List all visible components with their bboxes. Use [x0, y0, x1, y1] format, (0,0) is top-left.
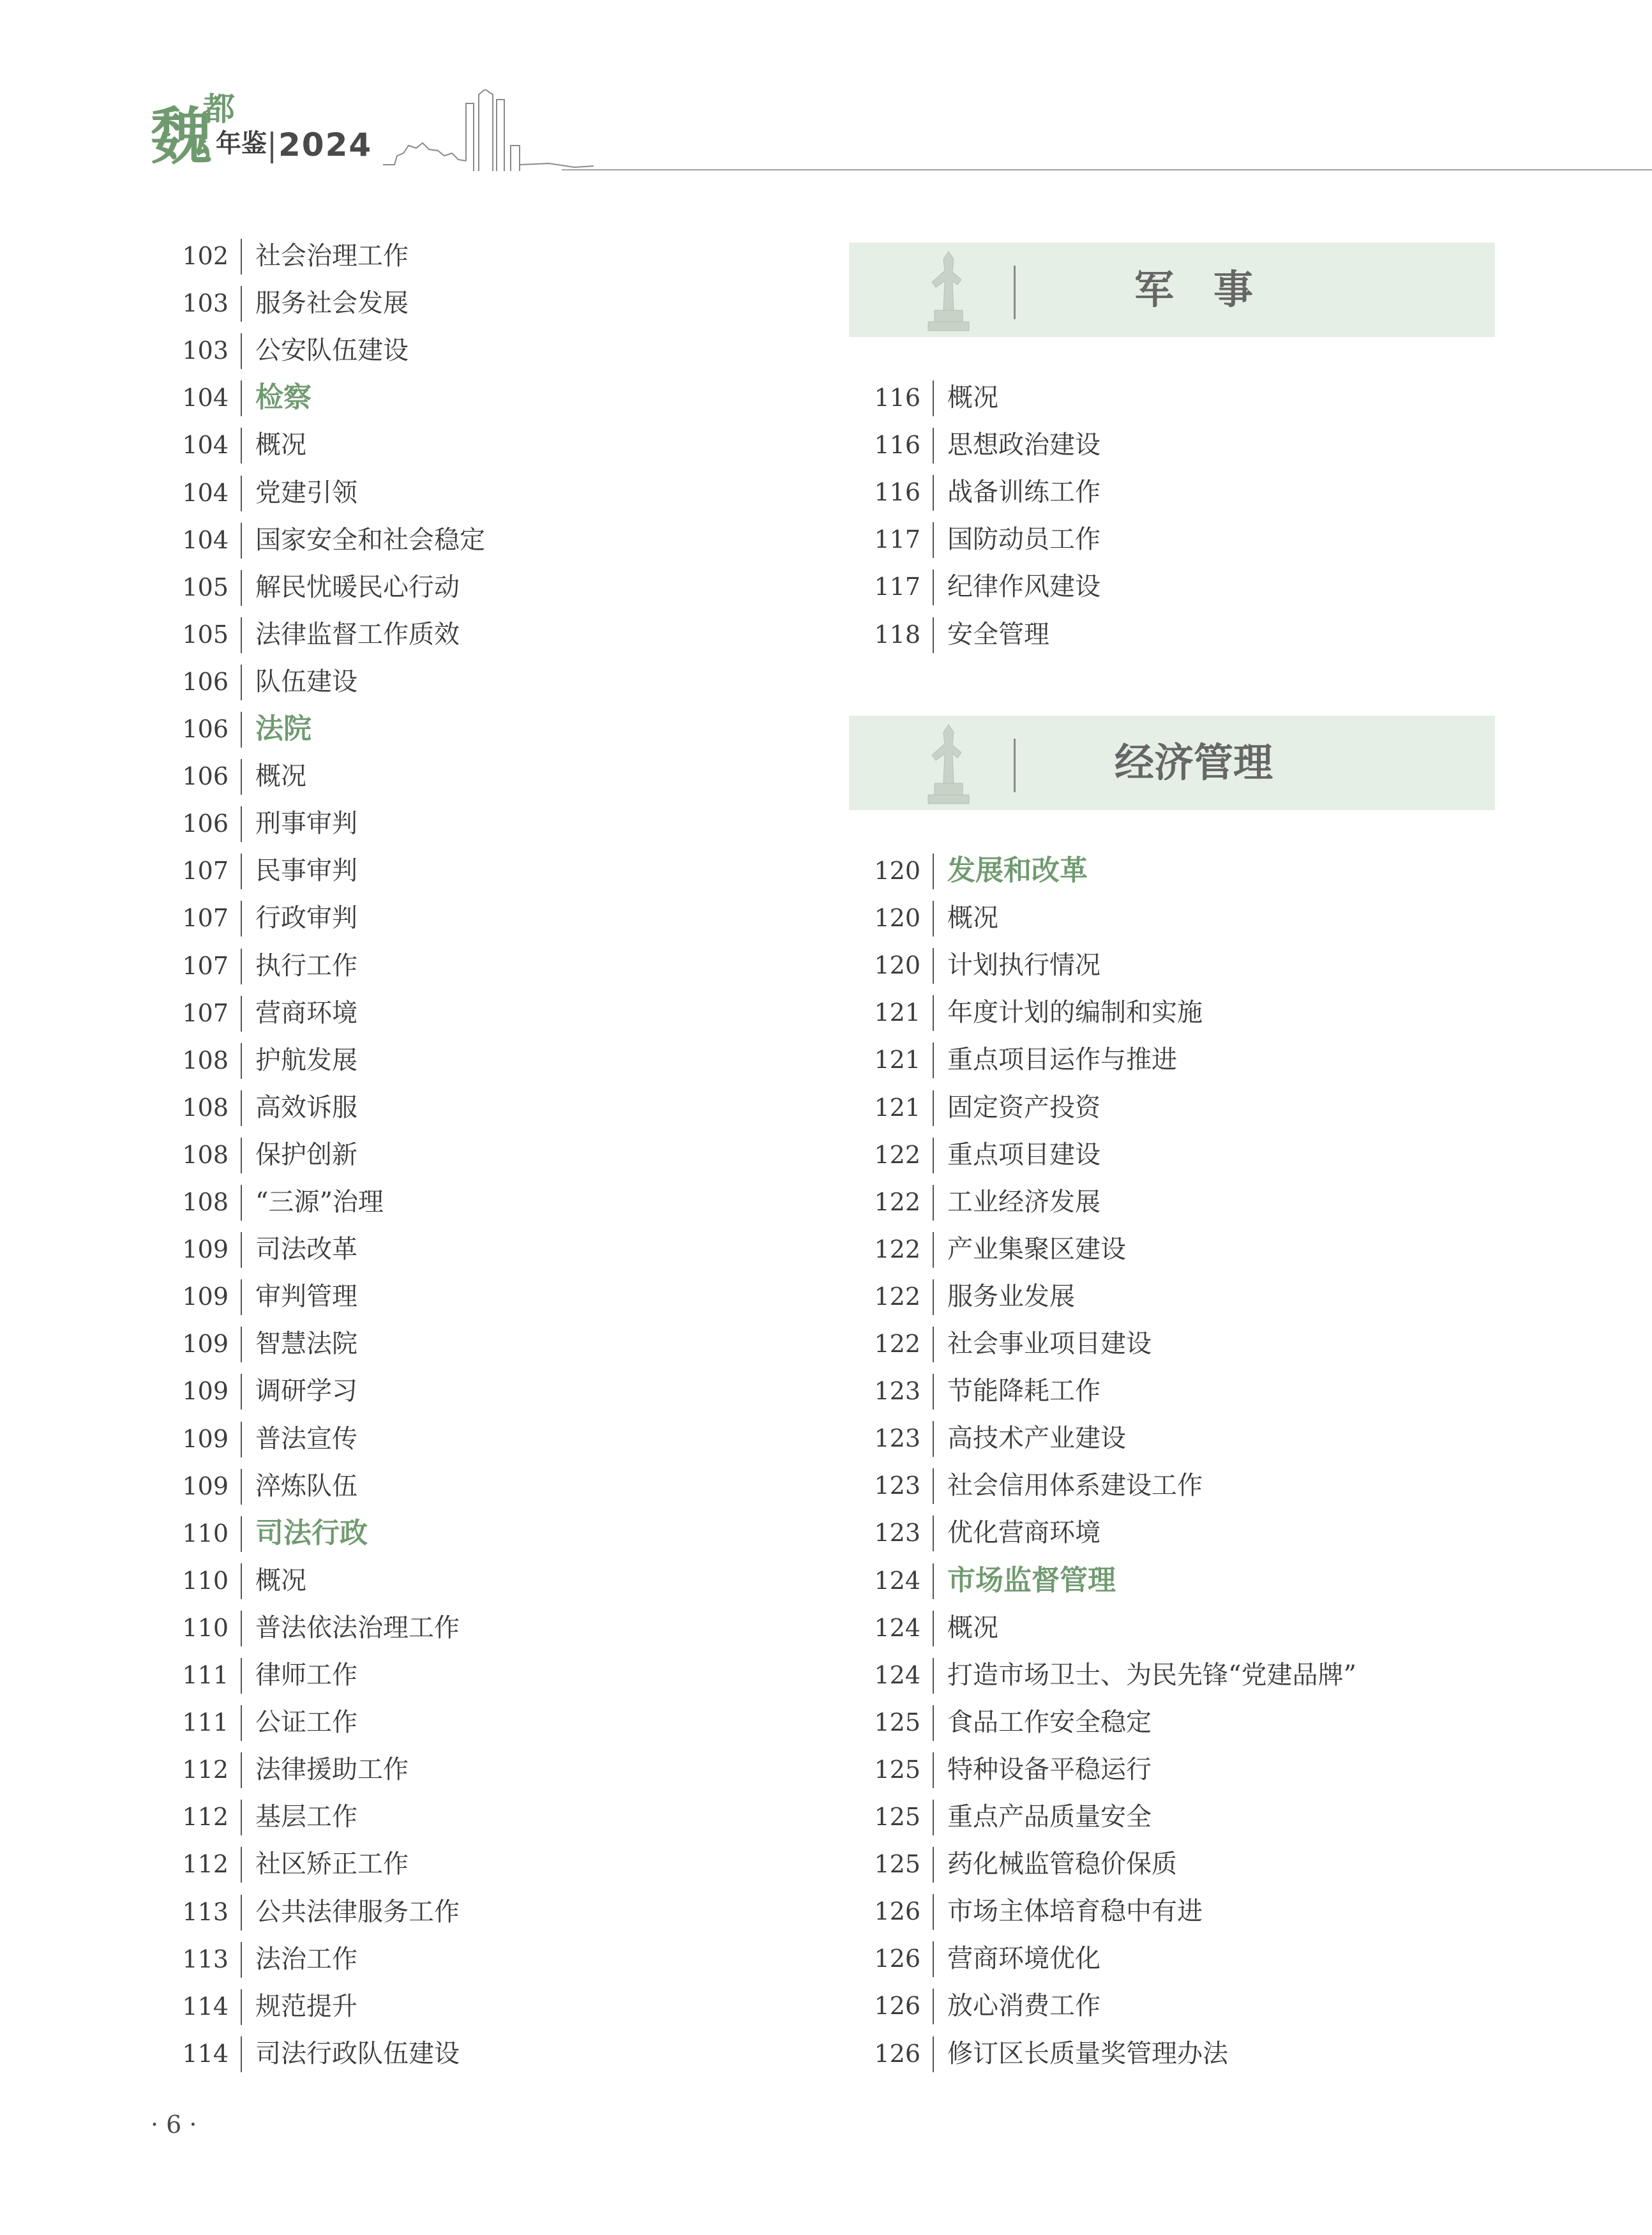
toc-rule [933, 1658, 934, 1694]
toc-page-number: 125 [874, 1755, 920, 1784]
toc-rule [241, 1563, 242, 1599]
toc-page-number: 114 [182, 1992, 229, 2021]
toc-page-number: 109 [182, 1283, 229, 1311]
toc-title: 审判管理 [255, 1282, 357, 1312]
toc-rule [241, 806, 242, 842]
toc-title: 药化械监管稳价保质 [947, 1849, 1177, 1879]
toc-rule [241, 1043, 242, 1079]
toc-title: 法治工作 [255, 1944, 357, 1974]
toc-title: 服务业发展 [947, 1281, 1075, 1311]
toc-page-number: 103 [182, 336, 229, 365]
toc-title: 检察 [255, 381, 312, 414]
toc-page-number: 108 [182, 1093, 229, 1122]
toc-page-number: 109 [182, 1377, 229, 1406]
toc-rule [933, 428, 934, 463]
toc-rule [933, 1138, 934, 1173]
toc-rule [241, 1895, 242, 1930]
statue-icon [910, 246, 987, 333]
toc-rule [241, 1422, 242, 1457]
toc-page-number: 120 [874, 904, 920, 933]
toc-title: 修订区长质量奖管理办法 [947, 2038, 1228, 2068]
toc-rule [241, 286, 242, 322]
toc-title: 高技术产业建设 [947, 1424, 1126, 1454]
toc-title: 民事审判 [255, 856, 357, 886]
toc-rule [241, 1327, 242, 1362]
toc-rule [241, 901, 242, 937]
toc-rule [933, 1327, 934, 1362]
toc-rule [241, 1800, 242, 1835]
toc-rule [933, 1374, 934, 1410]
toc-rule [933, 1705, 934, 1741]
toc-page-number: 124 [874, 1566, 920, 1595]
toc-title: 法律监督工作质效 [255, 619, 460, 649]
toc-page-number: 123 [874, 1519, 920, 1547]
toc-rule [933, 569, 934, 605]
toc-title: 固定资产投资 [947, 1092, 1100, 1122]
toc-title: 淬炼队伍 [255, 1471, 357, 1501]
toc-rule [241, 239, 242, 275]
toc-title: 智慧法院 [255, 1329, 357, 1359]
toc-title: 行政审判 [255, 903, 357, 933]
toc-page-number: 113 [182, 1897, 229, 1926]
toc-page-number: 104 [182, 431, 229, 460]
toc-page-number: 107 [182, 904, 229, 933]
toc-rule [933, 1847, 934, 1883]
toc-page-number: 111 [182, 1708, 229, 1737]
toc-rule [241, 1090, 242, 1126]
toc-page-number: 120 [874, 857, 920, 885]
toc-page-number: 109 [182, 1471, 229, 1500]
toc-title: 法院 [255, 712, 312, 745]
toc-rule [241, 570, 242, 606]
toc-title: 概况 [255, 762, 306, 792]
toc-page-number: 107 [182, 951, 229, 980]
toc-page-number: 107 [182, 998, 229, 1027]
toc-rule [933, 1989, 934, 2024]
toc-page-number: 124 [874, 1613, 920, 1642]
toc-rule [933, 1421, 934, 1457]
toc-rule [241, 759, 242, 795]
toc-rule [241, 1374, 242, 1410]
toc-title: 律师工作 [255, 1660, 357, 1690]
toc-title: 国家安全和社会稳定 [255, 525, 485, 555]
toc-rule [241, 2036, 242, 2072]
toc-title: 放心消费工作 [947, 1991, 1100, 2021]
toc-title: 司法改革 [255, 1235, 357, 1265]
toc-rule [933, 1563, 934, 1599]
toc-rule [933, 1941, 934, 1977]
toc-page-number: 108 [182, 1046, 229, 1074]
toc-title: 食品工作安全稳定 [947, 1707, 1152, 1737]
toc-title: “三源”治理 [255, 1187, 384, 1217]
toc-page-number: 109 [182, 1424, 229, 1453]
toc-rule [241, 1752, 242, 1788]
toc-title: 调研学习 [255, 1376, 357, 1406]
toc-page-number: 109 [182, 1235, 229, 1264]
toc-page-number: 116 [874, 431, 920, 460]
toc-title: 营商环境优化 [947, 1944, 1100, 1974]
toc-rule [241, 1279, 242, 1315]
toc-title: 市场监督管理 [947, 1563, 1116, 1597]
toc-rule [241, 949, 242, 984]
banner-title: 军 事 [1134, 266, 1253, 313]
toc-title: 重点产品质量安全 [947, 1802, 1152, 1832]
toc-title: 刑事审判 [255, 809, 357, 839]
toc-rule [241, 523, 242, 559]
toc-page-number: 112 [182, 1756, 229, 1784]
toc-title: 规范提升 [255, 1991, 357, 2021]
logo-yearbook-label: 年鉴 [216, 129, 267, 158]
toc-rule [241, 1232, 242, 1268]
toc-page-number: 126 [874, 2039, 920, 2068]
toc-page-number: 122 [874, 1235, 920, 1263]
toc-rule [933, 617, 934, 653]
toc-page-number: 113 [182, 1945, 229, 1973]
toc-page-number: 123 [874, 1377, 920, 1406]
banner-economy [849, 716, 1495, 810]
toc-rule [241, 1989, 242, 2025]
toc-rule [933, 1800, 934, 1835]
statue-icon [910, 719, 987, 806]
toc-page-number: 122 [874, 1140, 920, 1169]
toc-page-number: 114 [182, 2039, 229, 2068]
toc-title: 概况 [947, 903, 998, 933]
toc-page-number: 122 [874, 1282, 920, 1311]
toc-title: 解民忧暖民心行动 [255, 572, 460, 602]
toc-page-number: 124 [874, 1660, 920, 1689]
toc-title: 司法行政队伍建设 [255, 2038, 460, 2068]
toc-title: 普法依法治理工作 [255, 1613, 460, 1643]
banner-title: 经济管理 [1114, 739, 1273, 786]
toc-rule [933, 1185, 934, 1221]
toc-page-number: 126 [874, 1992, 920, 2021]
toc-page-number: 104 [182, 478, 229, 507]
toc-rule [241, 1847, 242, 1883]
toc-page-number: 116 [874, 384, 920, 412]
toc-title: 党建引领 [255, 478, 357, 508]
toc-page-number: 121 [874, 998, 920, 1027]
banner-military [849, 243, 1495, 337]
toc-rule [241, 996, 242, 1032]
toc-rule [241, 1658, 242, 1694]
logo-main-char: 魏 [151, 101, 212, 172]
logo-divider [271, 132, 273, 163]
toc-title: 市场主体培育稳中有进 [947, 1897, 1203, 1927]
toc-rule [933, 1042, 934, 1078]
toc-title: 概况 [947, 383, 998, 412]
toc-title: 概况 [947, 1613, 998, 1643]
toc-page-number: 108 [182, 1140, 229, 1169]
toc-economy-column [852, 847, 1618, 2092]
toc-title: 节能降耗工作 [947, 1376, 1100, 1406]
toc-page-number: 111 [182, 1661, 229, 1689]
toc-page-number: 109 [182, 1330, 229, 1358]
toc-page-number: 110 [182, 1566, 229, 1595]
toc-page-number: 118 [874, 620, 920, 649]
toc-title: 法律援助工作 [255, 1755, 409, 1785]
toc-title: 思想政治建设 [947, 430, 1100, 460]
toc-title: 高效诉服 [255, 1092, 357, 1122]
toc-rule [933, 1279, 934, 1315]
toc-page-number: 106 [182, 809, 229, 838]
toc-rule [241, 428, 242, 463]
toc-title: 基层工作 [255, 1802, 357, 1832]
toc-rule [241, 1611, 242, 1646]
toc-rule [933, 2036, 934, 2072]
toc-title: 司法行政 [255, 1516, 368, 1549]
toc-page-number: 120 [874, 951, 920, 980]
toc-title: 战备训练工作 [947, 478, 1100, 508]
toc-page-number: 125 [874, 1850, 920, 1879]
toc-page-number: 105 [182, 573, 229, 601]
toc-rule [241, 1705, 242, 1741]
toc-title: 概况 [255, 430, 306, 460]
toc-title: 工业经济发展 [947, 1187, 1100, 1217]
skyline-icon [383, 89, 1652, 179]
banner-divider [1014, 266, 1016, 319]
toc-rule [241, 1516, 242, 1552]
toc-page-number: 106 [182, 715, 229, 743]
toc-title: 产业集聚区建设 [947, 1234, 1126, 1264]
toc-rule [241, 617, 242, 653]
toc-rule [933, 995, 934, 1031]
toc-rule [241, 1138, 242, 1173]
toc-title: 保护创新 [255, 1140, 357, 1170]
toc-rule [933, 380, 934, 416]
toc-rule [241, 1469, 242, 1505]
toc-rule [933, 1752, 934, 1788]
banner-divider [1014, 739, 1016, 792]
toc-rule [241, 665, 242, 700]
toc-title: 社会事业项目建设 [947, 1329, 1152, 1358]
toc-rule [933, 1468, 934, 1504]
toc-title: 营商环境 [255, 998, 357, 1028]
toc-page-number: 112 [182, 1803, 229, 1832]
toc-page-number: 112 [182, 1850, 229, 1879]
toc-title: 社会信用体系建设工作 [947, 1471, 1203, 1501]
toc-rule [241, 854, 242, 889]
toc-page-number: 123 [874, 1471, 920, 1500]
toc-rule [241, 333, 242, 369]
toc-title: 重点项目建设 [947, 1140, 1100, 1170]
toc-title: 公安队伍建设 [255, 336, 409, 366]
toc-page-number: 125 [874, 1708, 920, 1736]
toc-title: 重点项目运作与推进 [947, 1045, 1177, 1075]
toc-page-number: 116 [874, 478, 920, 507]
toc-page-number: 107 [182, 857, 229, 885]
toc-page-number: 105 [182, 620, 229, 649]
toc-page-number: 122 [874, 1330, 920, 1358]
toc-rule [933, 1611, 934, 1646]
toc-title: 执行工作 [255, 951, 357, 981]
toc-rule [933, 948, 934, 984]
toc-title: 服务社会发展 [255, 289, 409, 319]
toc-title: 年度计划的编制和实施 [947, 998, 1203, 1028]
toc-rule [241, 1185, 242, 1221]
toc-page-number: 108 [182, 1188, 229, 1216]
toc-title: 安全管理 [947, 619, 1049, 649]
toc-page-number: 125 [874, 1803, 920, 1831]
toc-page-number: 121 [874, 1046, 920, 1074]
toc-title: 社会治理工作 [255, 241, 409, 271]
toc-page-number: 104 [182, 525, 229, 554]
toc-title: 国防动员工作 [947, 525, 1100, 555]
toc-title: 打造市场卫士、为民先锋“党建品牌” [947, 1660, 1356, 1690]
toc-rule [933, 1090, 934, 1126]
toc-page-number: 110 [182, 1613, 229, 1642]
toc-page-number: 102 [182, 242, 229, 270]
toc-page-number: 103 [182, 289, 229, 318]
toc-title: 普法宣传 [255, 1424, 357, 1454]
toc-title: 公共法律服务工作 [255, 1897, 460, 1927]
toc-page-number: 106 [182, 762, 229, 791]
toc-rule [933, 901, 934, 937]
toc-page-number: 126 [874, 1897, 920, 1926]
toc-rule [933, 1894, 934, 1930]
logo-year: 2024 [278, 126, 373, 163]
toc-page-number: 117 [874, 573, 920, 601]
toc-page-number: 121 [874, 1093, 920, 1122]
toc-title: 计划执行情况 [947, 951, 1100, 981]
toc-rule [933, 1516, 934, 1551]
toc-rule [241, 380, 242, 416]
toc-page-number: 106 [182, 667, 229, 696]
toc-title: 特种设备平稳运行 [947, 1754, 1152, 1784]
toc-rule [241, 1942, 242, 1978]
toc-title: 社区矫正工作 [255, 1849, 409, 1879]
page-number: · 6 · [151, 2111, 197, 2139]
toc-rule [933, 1232, 934, 1268]
toc-title: 纪律作风建设 [947, 572, 1100, 602]
toc-page-number: 104 [182, 384, 229, 412]
toc-rule [241, 712, 242, 748]
toc-title: 发展和改革 [947, 854, 1088, 887]
toc-page-number: 110 [182, 1519, 229, 1547]
toc-page-number: 123 [874, 1424, 920, 1453]
toc-rule [933, 854, 934, 889]
toc-rule [241, 476, 242, 511]
toc-page-number: 126 [874, 1945, 920, 1973]
toc-rule [933, 475, 934, 511]
toc-page-number: 117 [874, 525, 920, 554]
toc-title: 护航发展 [255, 1045, 357, 1075]
toc-title: 优化营商环境 [947, 1518, 1100, 1548]
toc-title: 概况 [255, 1565, 306, 1595]
toc-left-column [160, 232, 798, 2084]
toc-title: 队伍建设 [255, 666, 357, 696]
toc-title: 公证工作 [255, 1708, 357, 1738]
toc-page-number: 122 [874, 1187, 920, 1216]
page-header [0, 0, 1652, 185]
toc-military-column [852, 374, 1490, 661]
logo-sub-char: 都 [203, 91, 235, 128]
toc-rule [933, 522, 934, 558]
